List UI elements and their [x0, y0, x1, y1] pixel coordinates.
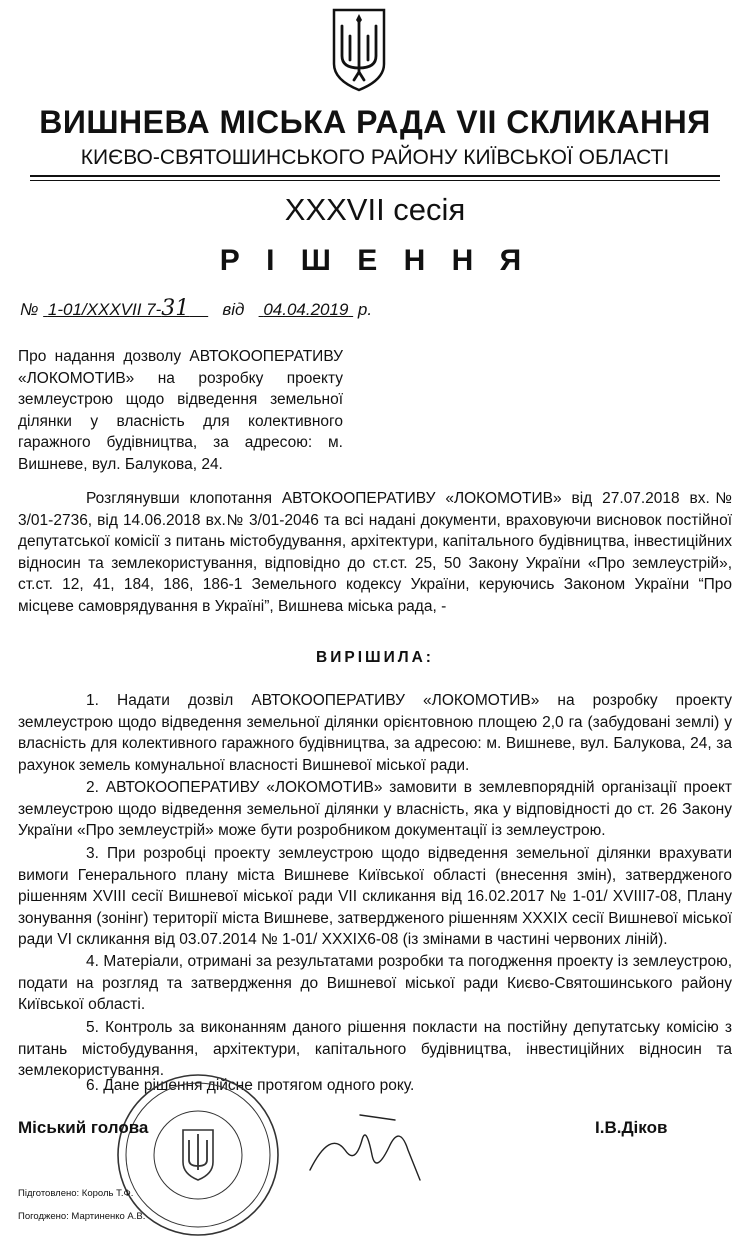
decision-item-5: 5. Контроль за виконанням даного рішення покласти на постійну депутатську комісію з питань містобудування, архітектури, капітального будівництва, інвестиційних відносин та землекористування. [18, 1019, 732, 1079]
decision-subject: Про надання дозволу АВТОКООПЕРАТИВУ «ЛОКОМОТИВ» на розробку проекту землеустрою щодо відведення земельної ділянки у власність для колективного гаражного будівництва, за адресою: м. Вишневе, вул. Балукова, 24. [18, 348, 343, 473]
decided-heading: ВИРІШИЛА: [316, 649, 434, 666]
document-type-title: Р І Ш Е Н Н Я [219, 244, 531, 277]
agreed-by: Погоджено: Мартиненко А.В. [18, 1211, 146, 1222]
document-number-line [20, 296, 372, 321]
number-printed: 1-01/XXXVII 7- [47, 300, 162, 319]
decision-item-1: 1. Надати дозвіл АВТОКООПЕРАТИВУ «ЛОКОМОТИВ» на розробку проекту землеустрою щодо відведення земельної ділянки орієнтовною площею 2,0 га (забудовані землі) у власність для колективного гаражного будівництва, за адресою: м. Вишневе, вул. Балукова, 24, за рахунок земель комунальної власності Вишневої міської ради. [18, 692, 732, 774]
preamble-paragraph: Розглянувши клопотання АВТОКООПЕРАТИВУ «ЛОКОМОТИВ» від 27.07.2018 вх.№ 3/01-2736, від 14.06.2018 вх.№ 3/01-2046 та всі надані документи, враховуючи висновок постійної депутатської комісії з питань містобудування, архітектури, капітального будівництва, інвестиційних відносин та землекористування, відповідно до ст.ст. 25, 50 Закону України «Про землеустрій», ст.ст. 12, 41, 184, 186, 186-1 Земельного кодексу України, керуючись Законом України “Про місцеве самоврядування в Україні”, Вишнева міська рада, - [18, 490, 732, 615]
district-name: КИЄВО-СВЯТОШИНСЬКОГО РАЙОНУ КИЇВСЬКОЇ ОБЛАСТІ [80, 146, 670, 169]
decision-item-4: 4. Матеріали, отримані за результатами розробки та погодження проекту із землеустрою, подати на розгляд та затвердження до Вишневої міської ради Києво-Святошинського району Київської області. [18, 953, 732, 1013]
header-rule [30, 175, 720, 177]
decision-item-3: 3. При розробці проекту землеустрою щодо відведення земельної ділянки врахувати вимоги Генерального плану міста Вишневе Київської області (внесення змін), затвердженого рішенням XVIII сесії Вишневої міської ради VII скликання від 16.02.2017 № 1-01/ XVIII7-08, Плану зонування (зонінг) території міста Вишневе, затвердженого рішенням XXXIX сесії Вишневої міської ради VI скликання від 03.07.2014 № 1-01/ XXXIX6-08 (із змінами в частині червоних ліній). [18, 845, 732, 948]
decision-item-2: 2. АВТОКООПЕРАТИВУ «ЛОКОМОТИВ» замовити в землевпорядній організації проект землеустрою щодо відведення земельної ділянки у власність, яка у відповідності до ст. 26 Закону України «Про землеустрій» може бути розробником документації із землеустрою. [18, 779, 732, 839]
date-word: від [222, 300, 245, 319]
session-title: XXXVII сесія [284, 192, 466, 227]
document-number [43, 296, 208, 321]
document-date: 04.04.2019 [263, 300, 349, 319]
signatory-title: Міський голова [18, 1118, 149, 1137]
header-rule-thin [30, 180, 720, 181]
number-handwritten: 31 [161, 296, 190, 321]
council-name: ВИШНЕВА МІСЬКА РАДА VII СКЛИКАННЯ [39, 104, 711, 140]
signatory-name: І.В.Діков [595, 1118, 668, 1137]
date-suffix: р. [357, 300, 373, 319]
decision-item-6: 6. Дане рішення дійсне протягом одного року. [86, 1077, 415, 1094]
trident-coat-of-arms-icon [330, 6, 388, 94]
prepared-by: Підготовлено: Король Т.Ф. [18, 1188, 134, 1199]
number-prefix: № [20, 300, 39, 319]
handwritten-signature-icon [300, 1110, 450, 1190]
